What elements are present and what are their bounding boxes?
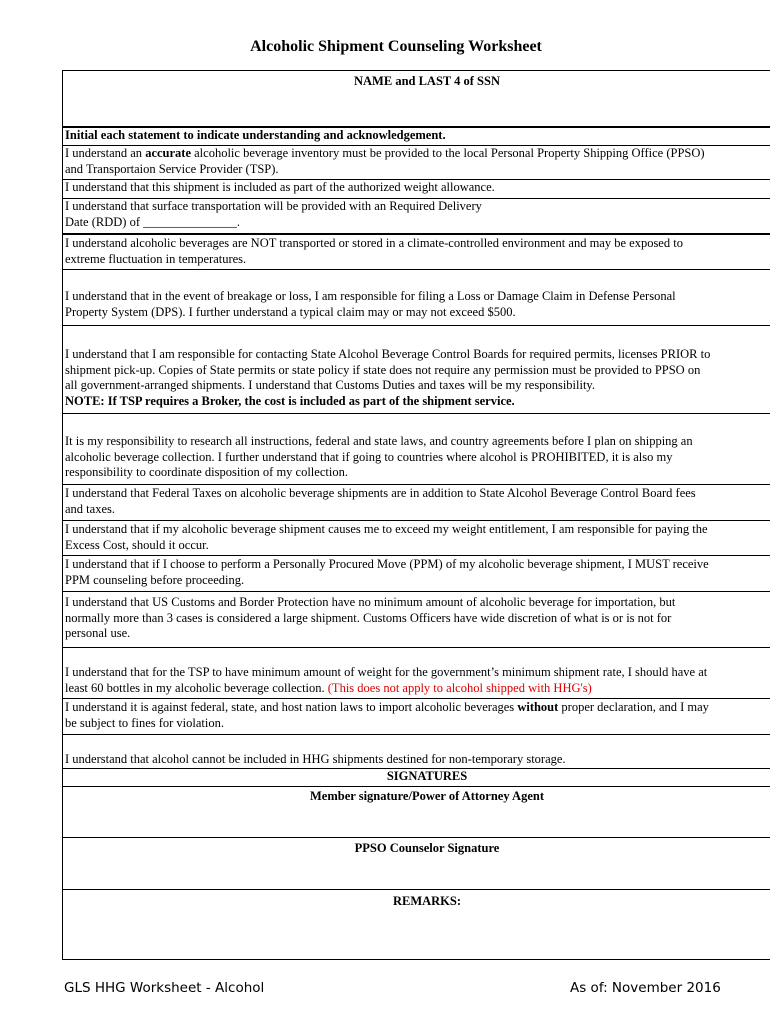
signatures-label: SIGNATURES: [386, 769, 468, 783]
member-signature-field[interactable]: [63, 786, 770, 837]
statement-13-bold: without: [517, 700, 559, 714]
statement-12-text-b: least 60 bottles in my alcoholic beverage collection.: [65, 680, 328, 695]
statement-4-text-a: I understand alcoholic beverages are NOT transported or stored in a climate-controlled environment and may be exposed to: [65, 236, 683, 250]
statement-5: [63, 269, 770, 325]
statement-1-text-d: and Transportaion Service Provider (TSP).: [65, 161, 279, 176]
statement-12: [63, 647, 770, 698]
statement-13-text-d: be subject to fines for violation.: [65, 715, 224, 730]
statement-10-text-a: I understand that if I choose to perform a Personally Procured Move (PPM) of my alcoholic beverage shipment, I MUST receive: [65, 557, 709, 571]
statement-9-text-b: Excess Cost, should it occur.: [65, 537, 209, 552]
statement-11-text-c: personal use.: [65, 626, 131, 640]
statement-1-text-a: I understand an: [65, 146, 146, 160]
statement-11: [63, 591, 770, 647]
statement-6-text-b: shipment pick-up. Copies of State permits or state policy if state does not require any permission must be provided to PPSO on: [65, 362, 701, 377]
statement-5-text-b: Property System (DPS). I further understand a typical claim may or may not exceed $500.: [65, 304, 516, 319]
footer-left: GLS HHG Worksheet - Alcohol: [64, 980, 265, 996]
statement-9: [63, 520, 770, 555]
statement-6-text-a: I understand that I am responsible for contacting State Alcohol Beverage Control Boards for required permits, licenses PRIOR to: [65, 347, 711, 361]
statement-4-text-b: extreme fluctuation in temperatures.: [65, 251, 247, 266]
statement-7-text-c: responsibility to coordinate disposition of my collection.: [65, 465, 348, 479]
statement-1: [63, 145, 770, 179]
statement-9-text-a: I understand that if my alcoholic beverage shipment causes me to exceed my weight entitlement, I am responsible for paying the: [65, 522, 708, 536]
statement-7-text-a: It is my responsibility to research all instructions, federal and state laws, and country agreements before I plan on shipping an: [65, 434, 693, 448]
statement-8-text-a: I understand that Federal Taxes on alcoholic beverage shipments are in addition to State Alcohol Beverage Control Board fees: [65, 486, 696, 500]
name-ssn-label: NAME and LAST 4 of SSN: [354, 74, 500, 88]
remarks-field[interactable]: [63, 889, 770, 959]
statement-5-text-a: I understand that in the event of breakage or loss, I am responsible for filing a Loss or Damage Claim in Defense Personal: [65, 289, 676, 303]
member-signature-label: Member signature/Power of Attorney Agent: [310, 789, 544, 803]
name-ssn-field[interactable]: [63, 73, 770, 125]
instructions: Initial each statement to indicate understanding and acknowledgement.: [63, 126, 770, 144]
statement-13: [63, 698, 770, 734]
remarks-label: REMARKS:: [392, 894, 462, 908]
statement-6-note: NOTE: If TSP requires a Broker, the cost is included as part of the shipment service.: [65, 393, 515, 408]
statement-7: [63, 413, 770, 484]
statement-3-text-b: Date (RDD) of _______________.: [65, 214, 240, 229]
statement-2: I understand that this shipment is included as part of the authorized weight allowance.: [63, 179, 770, 197]
statement-14: I understand that alcohol cannot be included in HHG shipments destined for non-temporary storage.: [63, 734, 770, 768]
statement-12-red-note: (This does not apply to alcohol shipped with HHG's): [327, 680, 592, 695]
statement-13-text-c: proper declaration, and I may: [558, 700, 709, 714]
statement-4: [63, 233, 770, 269]
worksheet-table: [62, 70, 770, 960]
statement-8: [63, 484, 770, 520]
statement-7-text-b: alcoholic beverage collection. I further understand that if going to countries where alcohol is PROHIBITED, it is also my: [65, 449, 673, 464]
statement-1-text-c: alcoholic beverage inventory must be provided to the local Personal Property Shipping Office (PPSO): [191, 146, 705, 160]
page-title: Alcoholic Shipment Counseling Worksheet: [250, 38, 542, 55]
statement-12-text-a: I understand that for the TSP to have minimum amount of weight for the government’s minimum shipment rate, I should have at: [65, 665, 708, 679]
signatures-header: [63, 768, 770, 786]
statement-11-text-a: I understand that US Customs and Border Protection have no minimum amount of alcoholic beverage for importation, but: [65, 595, 676, 609]
statement-3-text-a: I understand that surface transportation will be provided with an Required Delivery: [65, 199, 482, 213]
statement-11-text-b: normally more than 3 cases is considered a large shipment. Customs Officers have wide discretion of what is or is not for: [65, 610, 672, 625]
statement-10: [63, 555, 770, 591]
ppso-signature-field[interactable]: [63, 837, 770, 889]
statement-10-text-b: PPM counseling before proceeding.: [65, 572, 245, 587]
statement-3: [63, 198, 770, 232]
footer-right: As of: November 2016: [570, 980, 721, 996]
statement-6: [63, 325, 770, 413]
statement-6-text-c: all government-arranged shipments. I understand that Customs Duties and taxes will be my responsibility.: [65, 378, 595, 392]
statement-8-text-b: and taxes.: [65, 501, 115, 516]
statement-13-text-a: I understand it is against federal, state, and host nation laws to import alcoholic beverages: [65, 700, 518, 714]
statement-1-bold: accurate: [145, 146, 191, 160]
ppso-signature-label: PPSO Counselor Signature: [354, 841, 500, 855]
